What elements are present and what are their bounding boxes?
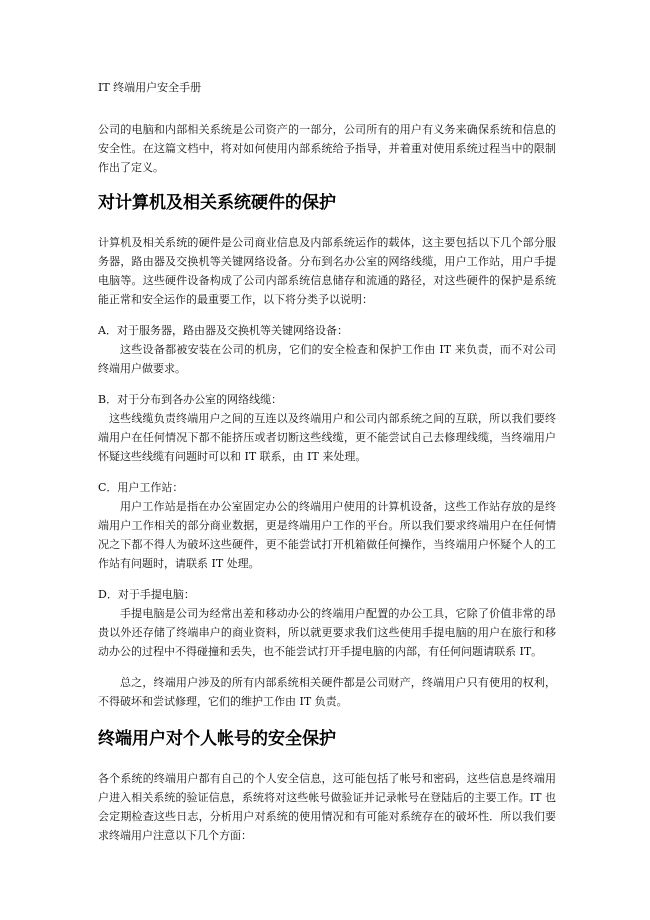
section1-item-d [98,585,556,661]
item-b-heading: B．对于分布到各办公室的网络线缆： [98,393,283,406]
intro-paragraph: 公司的电脑和内部相关系统是公司资产的一部分，公司所有的用户有义务来确保系统和信息的安全性。在这篇文档中，将对如何使用内部系统给予指导，并着重对使用系统过程当中的限制作出了定义。 [98,123,556,174]
section1-summary: 总之，终端用户涉及的所有内部系统相关硬件都是公司财产，终端用户只有使用的权利，不得破坏和尝试修理，它们的维护工作由 IT 负责。 [98,676,556,708]
document-content [98,80,556,845]
item-c-heading: C．用户工作站： [98,481,184,494]
item-d-body: 手提电脑是公司为经常出差和移动办公的终端用户配置的办公工具，它除了价值非常的昂贵以外还存储了终端串户的商业资料，所以就更要求我们这些使用手提电脑的用户在旅行和移动办公的过程中不得碰撞和丢失，也不能尝试打开手提电脑的内部，有任何问题请联系 IT。 [98,607,556,658]
item-c-body: 用户工作站是指在办公室固定办公的终端用户使用的计算机设备，这些工作站存放的是终端用户工作相关的部分商业数据，更是终端用户工作的平台。所以我们要求终端用户在任何情况之下都不得人为破坏这些硬件，更不能尝试打开机箱做任何操作，当终端用户怀疑个人的工作站有问题时，请联系 IT 处理。 [98,500,556,570]
item-a-heading: A．对于服务器，路由器及交换机等关键网络设备： [98,324,348,337]
section1-heading: 对计算机及相关系统硬件的保护 [98,193,336,213]
document-title: IT 终端用户安全手册 [98,81,202,94]
section2-heading: 终端用户对个人帐号的安全保护 [98,729,336,749]
section1-item-c [98,478,556,573]
item-d-heading: D．对于手提电脑： [98,588,195,601]
item-b-body: 这些线缆负责终端用户之间的互连以及终端用户和公司内部系统之间的互联，所以我们要终端用户在任何情况下都不能挤压或者切断这些线缆，更不能尝试自己去修理线缆，当终端用户怀疑这些线缆有问题时可以和 IT 联系，由 IT 来处理。 [98,412,556,463]
section2-paragraph: 各个系统的终端用户都有自己的个人安全信息，这可能包括了帐号和密码，这些信息是终端用户进入相关系统的验证信息，系统将对这些帐号做验证并记录帐号在登陆后的主要工作。IT 也会定期检查这些日志，分析用户对系统的使用情况和有可能对系统存在的破坏性．所以我们要求终端用户注意以下几个方面： [98,772,556,842]
section1-paragraph: 计算机及相关系统的硬件是公司商业信息及内部系统运作的载体，这主要包括以下几个部分服务器，路由器及交换机等关键网络设备。分布到名办公室的网络线缆，用户工作站，用户手提电脑等。这些硬件设备构成了公司内部系统信息储存和流通的路径，对这些硬件的保护是系统能正常和安全运作的最重要工作，以下将分类予以说明： [98,236,556,306]
section1-item-b [98,390,556,466]
section1-item-a [98,321,556,378]
item-a-body: 这些设备都被安装在公司的机房，它们的安全检查和保护工作由 IT 来负责，而不对公司终端用户做要求。 [98,343,556,375]
